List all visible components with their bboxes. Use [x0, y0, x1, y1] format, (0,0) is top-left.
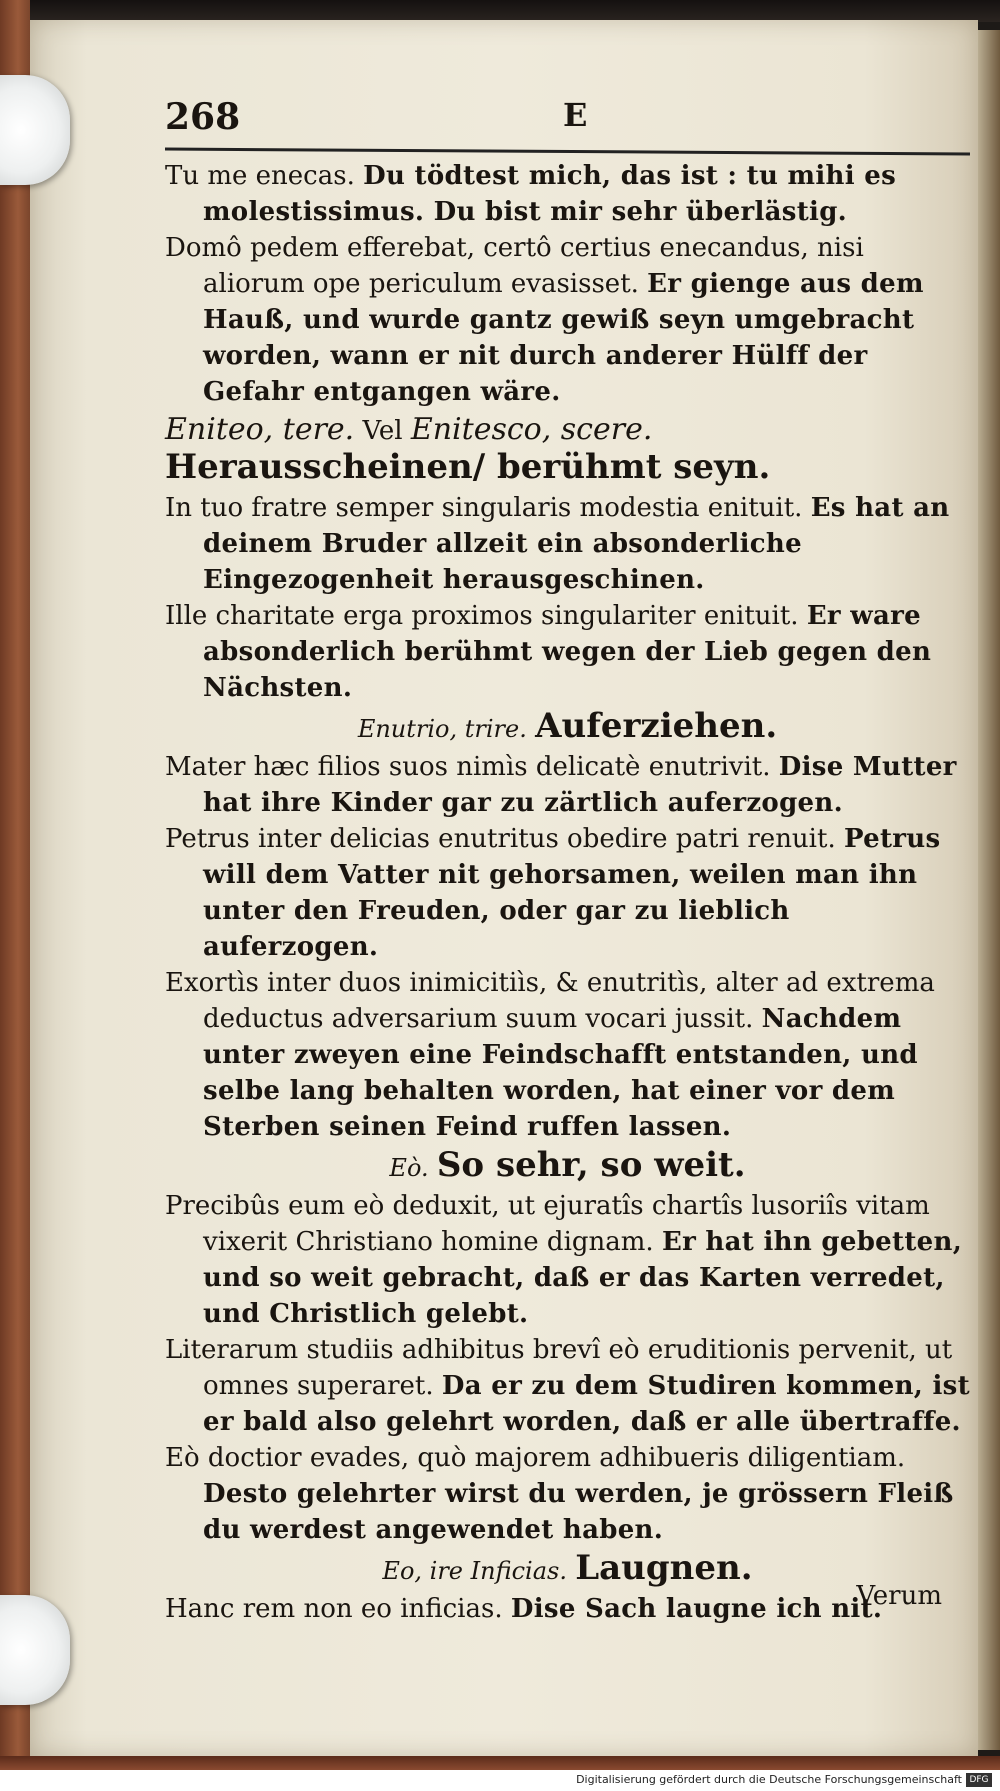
clip-bottom [0, 1595, 70, 1705]
conjunction: Vel [362, 416, 403, 446]
german-text: Nachdem unter zweyen eine Feindschafft entstanden, und selbe lang behalten worden, hat einer vor dem Sterben seinen Feind ruffen lassen. [203, 1004, 918, 1142]
latin-text: In tuo fratre semper singularis modestia enituit. [165, 493, 803, 523]
german-text: Da er zu dem Studiren kommen, ist er bald also gelehrt worden, daß er alle übertraffe. [203, 1371, 970, 1437]
german-text: Es hat an deinem Bruder allzeit ein absonderliche Eingezogenheit herausgeschinen. [203, 493, 950, 595]
page-header [165, 96, 975, 146]
funding-credit: Digitalisierung gefördert durch die Deutsche Forschungsgemeinschaft [576, 1773, 962, 1786]
latin-text: Eò doctior evades, quò majorem adhibueris diligentiam. [165, 1443, 906, 1473]
german-text: Dise Mutter hat ihre Kinder gar zu zärtlich auferzogen. [203, 752, 957, 818]
headword-meaning: Herausscheinen/ berühmt seyn. [165, 447, 771, 487]
headword-entry [165, 708, 970, 747]
headword-meaning: Laugnen. [575, 1548, 753, 1588]
dfg-logo-icon: DFG [966, 1773, 992, 1787]
headword: Eniteo, tere. [165, 412, 355, 447]
headword-entry [165, 412, 970, 488]
entry [165, 1332, 970, 1440]
latin-text: Domô pedem efferebat, certô certius enecandus, nisi aliorum ope periculum evasisset. [165, 233, 864, 299]
entry [165, 230, 970, 410]
headword-variant: Enitesco, scere. [410, 412, 653, 447]
clip-top [0, 75, 70, 185]
catchword: Verum [856, 1581, 942, 1611]
latin-text: Literarum studiis adhibitus brevî eò eruditionis pervenit, ut omnes superaret. [165, 1335, 953, 1401]
entry [165, 158, 970, 230]
running-head: E [563, 96, 588, 134]
page-content [165, 158, 970, 1627]
german-text: Er ware absonderlich berühmt wegen der Lieb gegen den Nächsten. [203, 601, 932, 703]
headword-entry [165, 1147, 970, 1186]
entry [165, 821, 970, 965]
latin-text: Ille charitate erga proximos singulariter enituit. [165, 601, 799, 631]
german-text: Er gienge aus dem Hauß, und wurde gantz gewiß seyn umgebracht worden, wann er nit durch anderer Hülff der Gefahr entgangen wäre. [203, 269, 924, 407]
page-number: 268 [165, 96, 241, 138]
german-text: Petrus will dem Vatter nit gehorsamen, weilen man ihn unter den Freuden, oder gar zu lieblich auferzogen. [203, 824, 941, 962]
book-cover-bottom [0, 1756, 1000, 1770]
entry [165, 598, 970, 706]
latin-text: Exortìs inter duos inimicitiìs, & enutritìs, alter ad extrema deductus adversarium suum vocari jussit. [165, 968, 935, 1034]
entry [165, 490, 970, 598]
entry [165, 965, 970, 1145]
latin-text: Precibûs eum eò deduxit, ut ejuratîs chartîs lusoriîs vitam vixerit Christiano homine dignam. [165, 1191, 930, 1257]
book-cover-left [0, 0, 30, 1770]
page-edge [978, 30, 1000, 1750]
headword: Eo, ire Inficias. [382, 1557, 567, 1585]
german-text: Desto gelehrter wirst du werden, je grössern Fleiß du werdest angewendet haben. [203, 1479, 954, 1545]
latin-text: Mater hæc filios suos nimìs delicatè enutrivit. [165, 752, 771, 782]
headword-meaning: So sehr, so weit. [436, 1145, 746, 1185]
german-text: Dise Sach laugne ich nit. [510, 1594, 883, 1624]
headword-entry [165, 1550, 970, 1589]
headword: Eò. [389, 1154, 429, 1182]
entry [165, 1188, 970, 1332]
headword-meaning: Auferziehen. [535, 706, 778, 746]
headword: Enutrio, trire. [357, 715, 527, 743]
latin-text: Petrus inter delicias enutritus obedire patri renuit. [165, 824, 836, 854]
entry [165, 1440, 970, 1548]
entry [165, 749, 970, 821]
german-text: Er hat ihn gebetten, und so weit gebracht, daß er das Karten verredet, und Christlich gelebt. [203, 1227, 963, 1329]
latin-text: Hanc rem non eo inficias. [165, 1594, 503, 1624]
german-text: Du tödtest mich, das ist : tu mihi es molestissimus. Du bist mir sehr überlästig. [203, 161, 897, 227]
book-cover-top [0, 0, 1000, 22]
entry [165, 1591, 970, 1627]
latin-text: Tu me enecas. [165, 161, 355, 191]
